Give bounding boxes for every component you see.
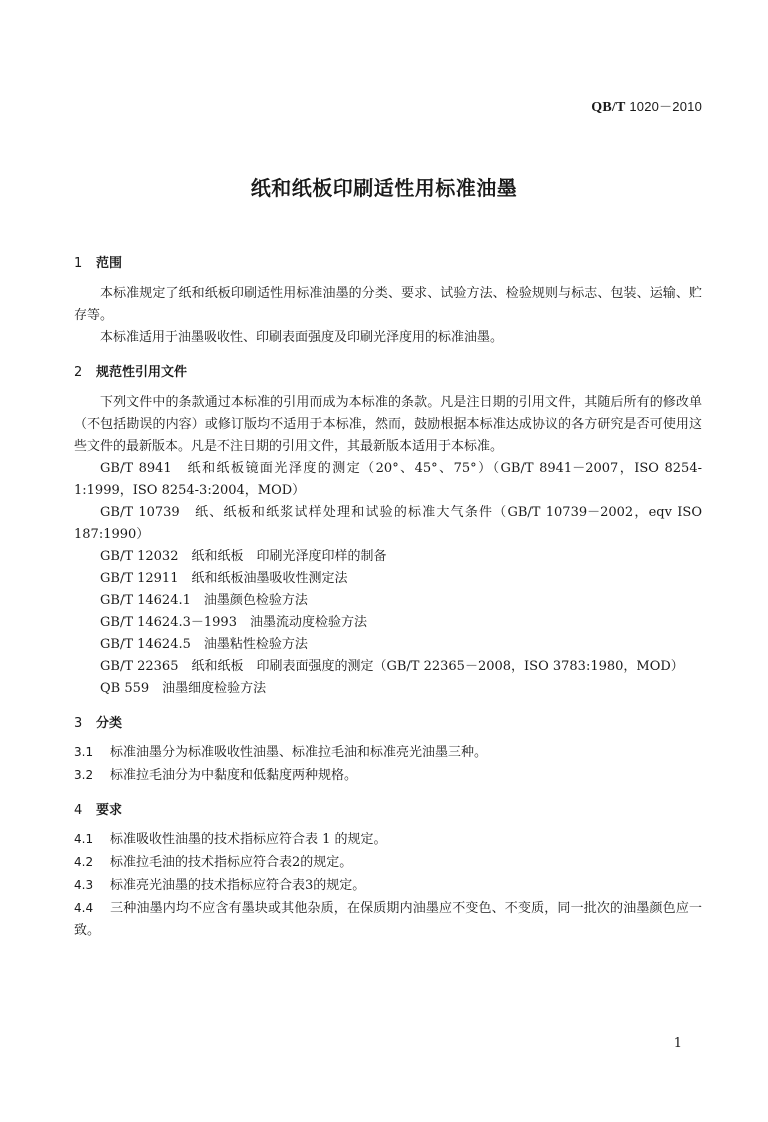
reference-item: GB/T 14624.3－1993 油墨流动度检验方法 bbox=[100, 615, 367, 630]
reference-item: GB/T 22365 纸和纸板 印刷表面强度的测定（GB/T 22365－2008，ISO 3783:1980，MOD） bbox=[100, 659, 684, 674]
clause-number: 3.1 bbox=[74, 745, 94, 759]
section-title: 要求 bbox=[96, 803, 123, 818]
section-title: 分类 bbox=[96, 716, 123, 731]
clause-text: 三种油墨内均不应含有墨块或其他杂质，在保质期内油墨应不变色、不变质，同一批次的油墨颜色应一致。 bbox=[74, 901, 702, 938]
standard-code bbox=[591, 96, 702, 116]
clause-text: 标准亮光油墨的技术指标应符合表3的规定。 bbox=[110, 878, 366, 893]
reference-item: GB/T 10739 纸、纸板和纸浆试样处理和试验的标准大气条件（GB/T 10739－2002，eqv ISO 187:1990） bbox=[74, 505, 702, 542]
reference-item: GB/T 8941 纸和纸板镜面光泽度的测定（20°、45°、75°）（GB/T 8941－2007，ISO 8254-1:1999，ISO 8254-3:2004，MOD） bbox=[74, 461, 702, 498]
reference-item: GB/T 12911 纸和纸板油墨吸收性测定法 bbox=[100, 571, 348, 586]
section-number: 4 bbox=[74, 803, 83, 818]
section-title: 范围 bbox=[96, 256, 123, 271]
reference-item: GB/T 14624.1 油墨颜色检验方法 bbox=[100, 593, 308, 608]
clause-text: 标准吸收性油墨的技术指标应符合表 1 的规定。 bbox=[110, 832, 387, 847]
section-number: 2 bbox=[74, 365, 83, 380]
clause-number: 3.2 bbox=[74, 768, 94, 782]
paragraph: 本标准规定了纸和纸板印刷适性用标准油墨的分类、要求、试验方法、检验规则与标志、包装、运输、贮存等。 bbox=[74, 286, 702, 323]
clause-item bbox=[74, 874, 702, 897]
clause-item bbox=[74, 741, 702, 764]
section-heading-refs bbox=[74, 361, 702, 380]
document-body bbox=[74, 252, 702, 942]
section-heading-scope bbox=[74, 252, 702, 271]
clause-item bbox=[74, 897, 702, 942]
clause-item bbox=[74, 764, 702, 787]
section-heading-requirements bbox=[74, 799, 702, 818]
section-number: 1 bbox=[74, 256, 83, 271]
standard-code-prefix: QB/T bbox=[591, 100, 626, 115]
reference-item: GB/T 12032 纸和纸板 印刷光泽度印样的制备 bbox=[100, 549, 387, 564]
clause-item bbox=[74, 851, 702, 874]
reference-item: GB/T 14624.5 油墨粘性检验方法 bbox=[100, 637, 308, 652]
clause-text: 标准拉毛油的技术指标应符合表2的规定。 bbox=[110, 855, 353, 870]
clause-number: 4.2 bbox=[74, 855, 94, 869]
clause-number: 4.4 bbox=[74, 901, 94, 915]
section-title: 规范性引用文件 bbox=[96, 365, 188, 380]
clause-number: 4.3 bbox=[74, 878, 94, 892]
document-title: 纸和纸板印刷适性用标准油墨 bbox=[250, 176, 518, 200]
paragraph: 本标准适用于油墨吸收性、印刷表面强度及印刷光泽度用的标准油墨。 bbox=[100, 330, 504, 345]
section-number: 3 bbox=[74, 716, 83, 731]
clause-item bbox=[74, 828, 702, 851]
page-number: 1 bbox=[673, 1036, 682, 1051]
section-heading-classification bbox=[74, 712, 702, 731]
paragraph: 下列文件中的条款通过本标准的引用而成为本标准的条款。凡是注日期的引用文件，其随后所有的修改单（不包括勘误的内容）或修订版均不适用于本标准，然而，鼓励根据本标准达成协议的各方研究是否可使用这些文件的最新版本。凡是不注日期的引用文件，其最新版本适用于本标准。 bbox=[74, 395, 702, 454]
reference-item: QB 559 油墨细度检验方法 bbox=[100, 681, 267, 696]
clause-number: 4.1 bbox=[74, 832, 94, 846]
standard-code-number: 1020－2010 bbox=[629, 99, 702, 114]
clause-text: 标准拉毛油分为中黏度和低黏度两种规格。 bbox=[110, 768, 358, 783]
clause-text: 标准油墨分为标准吸收性油墨、标准拉毛油和标准亮光油墨三种。 bbox=[110, 745, 488, 760]
